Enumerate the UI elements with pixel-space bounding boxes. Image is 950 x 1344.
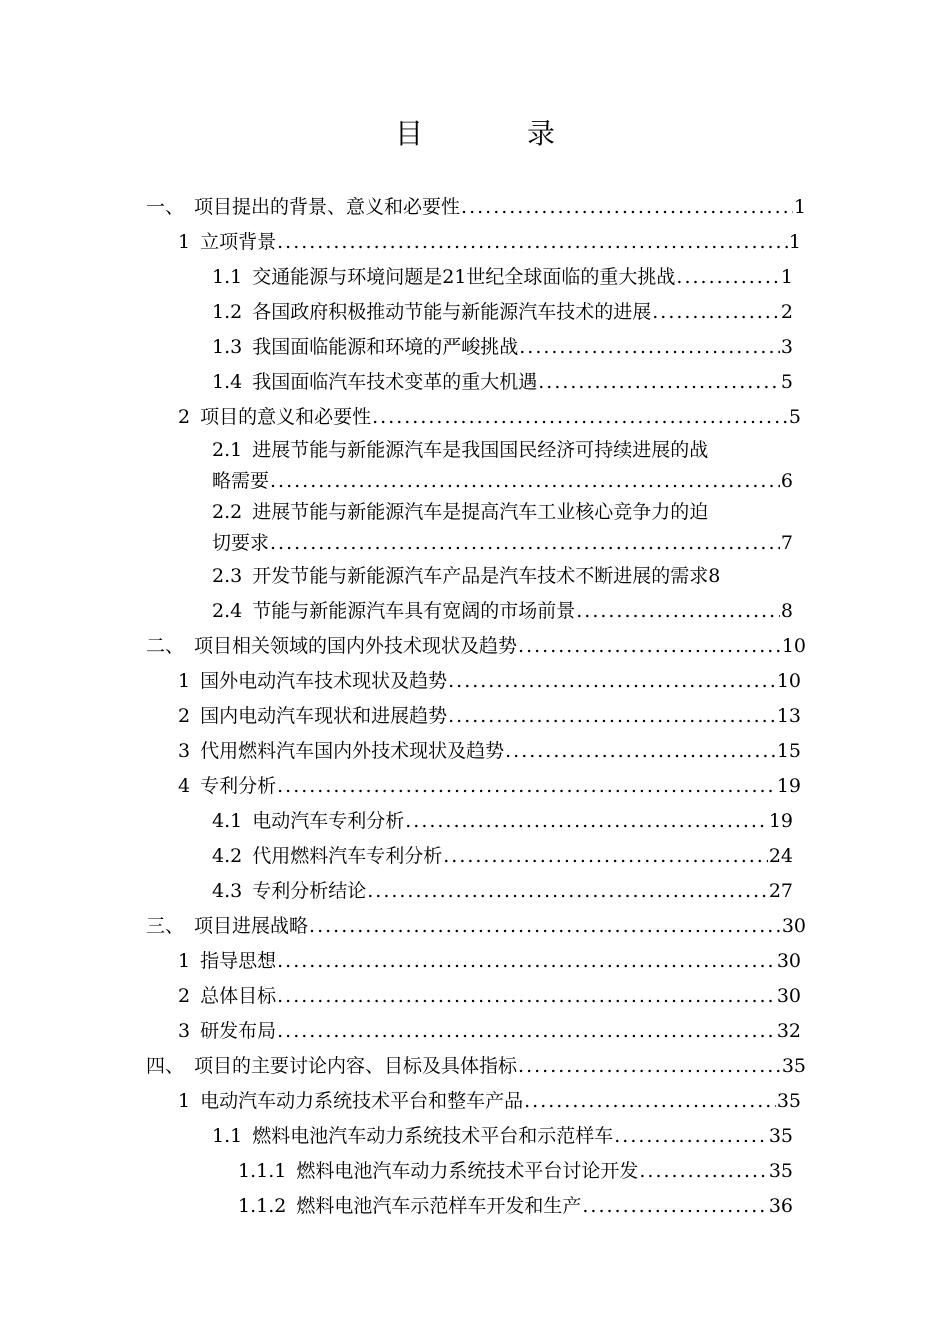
toc-entry-title: 交通能源与环境问题是21世纪全球面临的重大挑战: [252, 266, 676, 288]
toc-entry-title: 项目的主要讨论内容、目标及具体指标: [194, 1055, 518, 1077]
toc-entry-title: 项目的意义和必要性: [200, 406, 372, 428]
leader-dots: [518, 1049, 781, 1084]
toc-entry[interactable]: [146, 365, 793, 400]
toc-entry-page: 27: [768, 880, 793, 902]
toc-entry[interactable]: [146, 594, 793, 629]
toc-entry-page: 19: [768, 810, 793, 832]
toc-entry[interactable]: [146, 1154, 793, 1189]
toc-entry-number: 1.2: [212, 301, 243, 323]
toc-entry-number: 1: [178, 950, 191, 972]
toc-entry-title: 国外电动汽车技术现状及趋势: [200, 670, 448, 692]
leader-dots: [538, 365, 780, 400]
leader-dots: [277, 225, 788, 260]
toc-entry[interactable]: [146, 190, 806, 225]
leader-dots: [524, 1084, 776, 1119]
toc-entry-title: 代用燃料汽车国内外技术现状及趋势: [200, 740, 505, 762]
toc-entry-number: 四、: [146, 1055, 185, 1077]
toc-entry[interactable]: [146, 1049, 806, 1084]
toc-entry-number: 2.2: [212, 501, 243, 523]
toc-entry-page: 19: [776, 775, 801, 797]
toc-entry-page: 2: [780, 301, 793, 323]
toc-entry-title: 燃料电池汽车动力系统技术平台讨论开发: [296, 1160, 639, 1182]
toc-entry-number: 4.2: [212, 845, 243, 867]
leader-dots: [448, 699, 776, 734]
toc-entry-title: 进展节能与新能源汽车是提高汽车工业核心竞争力的迫: [252, 501, 709, 523]
toc-entry[interactable]: [146, 909, 806, 944]
toc-entry[interactable]: [146, 260, 793, 295]
toc-entry-number: 1: [178, 670, 191, 692]
toc-entry-title: 开发节能与新能源汽车产品是汽车技术不断进展的需求: [252, 565, 709, 587]
toc-entry[interactable]: [146, 804, 793, 839]
toc-entry[interactable]: [146, 839, 793, 874]
leader-dots: [277, 979, 776, 1014]
toc-entry-title-continued: 切要求: [212, 532, 270, 554]
toc-entry-number: 二、: [146, 635, 185, 657]
toc-entry[interactable]: [146, 769, 801, 804]
toc-entry[interactable]: [146, 664, 801, 699]
toc-entry-page: 24: [768, 845, 793, 867]
toc-entry-title: 总体目标: [200, 985, 277, 1007]
toc-entry[interactable]: [146, 1014, 801, 1049]
toc-entry-page: 35: [781, 1055, 806, 1077]
toc-entry-page: 36: [768, 1195, 793, 1217]
leader-dots: [405, 804, 768, 839]
toc-entry-title: 代用燃料汽车专利分析: [252, 845, 443, 867]
toc-entry-title: 专利分析结论: [252, 880, 367, 902]
toc-entry-page: 7: [780, 532, 793, 554]
toc-entry-title: 专利分析: [200, 775, 277, 797]
toc-entry-page: 30: [781, 915, 806, 937]
leader-dots: [652, 295, 780, 330]
toc-entry[interactable]: [146, 944, 801, 979]
toc-entry-number: 三、: [146, 915, 185, 937]
toc-entry-title: 燃料电池汽车示范样车开发和生产: [296, 1195, 582, 1217]
toc-entry-title: 电动汽车专利分析: [252, 810, 405, 832]
toc-entry-page: 10: [781, 635, 806, 657]
toc-entry-number: 2.3: [212, 565, 243, 587]
leader-dots: [443, 839, 768, 874]
toc-entry[interactable]: [146, 497, 793, 559]
toc-entry[interactable]: [146, 559, 793, 594]
leader-dots: [639, 1154, 767, 1189]
toc-entry-title: 国内电动汽车现状和进展趋势: [200, 705, 448, 727]
toc-entry-number: 2: [178, 705, 191, 727]
toc-entry-page: 35: [768, 1125, 793, 1147]
leader-dots: [372, 400, 788, 435]
toc-entry-title: 立项背景: [200, 231, 277, 253]
toc-entry[interactable]: [146, 699, 801, 734]
leader-dots: [270, 466, 780, 497]
toc-entry-page: 8: [708, 565, 721, 587]
leader-dots: [614, 1119, 768, 1154]
toc-entry-title: 项目提出的背景、意义和必要性: [194, 196, 461, 218]
toc-entry[interactable]: [146, 629, 806, 664]
leader-dots: [519, 330, 780, 365]
toc-entry-number: 2.4: [212, 600, 243, 622]
toc-entry-number: 1: [178, 1090, 191, 1112]
toc-entry-page: 8: [780, 600, 793, 622]
toc-entry-page: 35: [776, 1090, 801, 1112]
toc-entry-number: 1.1.2: [238, 1195, 287, 1217]
toc-entry[interactable]: [146, 225, 801, 260]
toc-entry-number: 4.1: [212, 810, 243, 832]
toc-entry-page: 1: [793, 196, 806, 218]
page-title: 目 录: [394, 117, 593, 150]
leader-dots: [277, 944, 776, 979]
leader-dots: [277, 769, 776, 804]
toc-entry-page: 1: [780, 266, 793, 288]
leader-dots: [270, 528, 780, 559]
toc-entry-title: 研发布局: [200, 1020, 277, 1042]
toc-entry-page: 32: [776, 1020, 801, 1042]
toc-entry-number: 4: [178, 775, 191, 797]
leader-dots: [505, 734, 776, 769]
toc-entry-page: 30: [776, 985, 801, 1007]
leader-dots: [367, 874, 768, 909]
leader-dots: [461, 190, 793, 225]
leader-dots: [277, 1014, 776, 1049]
toc-entry-number: 一、: [146, 196, 185, 218]
toc-entry-number: 2: [178, 985, 191, 1007]
leader-dots: [676, 260, 780, 295]
leader-dots: [309, 909, 781, 944]
leader-dots: [448, 664, 776, 699]
toc-entry-page: 5: [788, 406, 801, 428]
toc-entry-number: 4.3: [212, 880, 243, 902]
toc-entry-number: 1: [178, 231, 191, 253]
toc-entry-number: 1.4: [212, 371, 243, 393]
toc-entry[interactable]: [146, 1189, 793, 1224]
toc-entry[interactable]: [146, 295, 793, 330]
toc-entry-number: 2.1: [212, 439, 243, 461]
leader-dots: [518, 629, 781, 664]
toc-entry-number: 3: [178, 1020, 191, 1042]
toc-entry-title-continued: 略需要: [212, 470, 270, 492]
toc-entry-title: 项目相关领域的国内外技术现状及趋势: [194, 635, 518, 657]
toc-entry-page: 10: [776, 670, 801, 692]
toc-entry-page: 35: [768, 1160, 793, 1182]
toc-entry-number: 1.1: [212, 266, 243, 288]
toc-entry-title: 我国面临能源和环境的严峻挑战: [252, 336, 519, 358]
leader-dots: [582, 1189, 767, 1224]
toc-entry-title: 节能与新能源汽车具有宽阔的市场前景: [252, 600, 576, 622]
toc-entry-page: 1: [788, 231, 801, 253]
toc-entry[interactable]: [146, 330, 793, 365]
toc-entry-page: 3: [780, 336, 793, 358]
toc-entry-page: 6: [780, 470, 793, 492]
toc-entry[interactable]: [146, 1084, 801, 1119]
toc-entry-title: 进展节能与新能源汽车是我国国民经济可持续进展的战: [252, 439, 709, 461]
toc-entry-page: 30: [776, 950, 801, 972]
leader-dots: [576, 594, 780, 629]
toc-entry-number: 2: [178, 406, 191, 428]
toc-entry-title: 指导思想: [200, 950, 277, 972]
toc-entry-title: 燃料电池汽车动力系统技术平台和示范样车: [252, 1125, 614, 1147]
toc-entry-page: 5: [780, 371, 793, 393]
toc-entry-number: 1.3: [212, 336, 243, 358]
toc-entry-title: 各国政府积极推动节能与新能源汽车技术的进展: [252, 301, 652, 323]
toc-entry-title: 电动汽车动力系统技术平台和整车产品: [200, 1090, 524, 1112]
toc-entry-page: 13: [776, 705, 801, 727]
toc-entry-number: 3: [178, 740, 191, 762]
toc-entry-title: 我国面临汽车技术变革的重大机遇: [252, 371, 538, 393]
toc-entry-number: 1.1.1: [238, 1160, 287, 1182]
toc-entry[interactable]: [146, 1119, 793, 1154]
table-of-contents: [146, 190, 806, 1224]
toc-entry[interactable]: [146, 979, 801, 1014]
toc-entry[interactable]: [146, 734, 801, 769]
toc-entry-page: 15: [776, 740, 801, 762]
toc-entry-number: 1.1: [212, 1125, 243, 1147]
toc-entry[interactable]: [146, 400, 801, 435]
toc-entry[interactable]: [146, 435, 793, 497]
toc-entry-title: 项目进展战略: [194, 915, 309, 937]
toc-entry[interactable]: [146, 874, 793, 909]
